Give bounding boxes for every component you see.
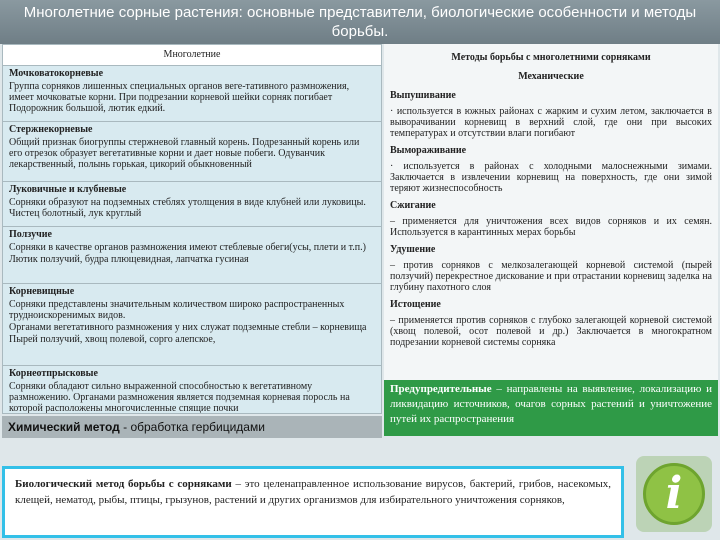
table-header: Многолетние [2,44,382,66]
info-glyph: i [643,463,705,525]
section-text: Органами вегетативного размножения у них служат подземные стебли – корневища [9,322,367,333]
section-heading: Луковичные и клубневые [9,184,127,195]
preventive-methods-box [384,380,718,436]
methods-title: Методы борьбы с многолетними сорняками [451,52,651,63]
chemical-method-bar [2,416,382,438]
page-title: Многолетние сорные растения: основные представители, биологические особенности и методы борьбы. [0,0,720,44]
method-text: · используется в южных районах с жарким и сухим летом, заключается в выворачивании корневищ в верхний слой, где они при высоких температурах и отсутствии влаги погибают [390,106,712,139]
method-heading: Выпушивание [390,90,456,101]
section-text: Сорняки в качестве органов размножения имеют стеблевые обеги(усы, плети и т.п.) [9,242,366,253]
method-text: · используется в районах с холодными малоснежными зимами. Заключается в извлечении корневищ на поверхность, где они зимой теряют жизнеспособность [390,161,712,194]
section-text: Сорняки обладают сильно выраженной способностью к вегетативному размножению. Органами размножения является подземная корневая поросль на которой расположены многочисленные спящие почки [9,381,350,414]
method-text: – применяется против сорняков с глубоко залегающей корневой системой (хвощ полевой, осот полевой и др.) Заключается в многократном подрезании корневой системы сорняка [390,315,712,348]
section-fibrous-root [2,66,382,122]
preventive-label: Предупредительные [390,383,492,395]
method-heading: Истощение [390,299,441,310]
method-heading: Вымораживание [390,145,467,156]
section-rhizome [2,284,382,366]
method-heading: Удушение [390,244,436,255]
section-text: Лютик ползучий, будра плющевидная, лапчатка гусиная [9,254,249,265]
biological-method-box [2,466,624,538]
biological-label: Биологический метод борьбы с сорняками [15,478,232,490]
section-bulbous [2,182,382,227]
section-taproot [2,122,382,182]
section-text: Сорняки представлены значительным количеством широко распространенных трудноискоренимых видов. [9,299,345,321]
section-text: Группа сорняков лишенных специальных органов веге-тативного размножения, имеет мочковатые корни. При подрезании корневой шейки сорняк погибает Подорожник большой, лютик едкий. [9,81,350,114]
perennial-types-table [2,44,382,414]
section-heading: Корневищные [9,286,75,297]
preventive-text: – направлены на выявление, локализацию и ликвидацию источников, очагов сорных растений и уничтожение путей их распространения [390,383,712,425]
method-text: – против сорняков с мелкозалегающей корневой системой (пырей ползучий) перекрестное дискование и при отрастании корневищ заделка на глубину пахотного слоя [390,260,712,293]
control-methods-panel [384,44,718,380]
section-creeping [2,227,382,284]
section-text: Пырей ползучий, хвощ полевой, сорго алепское, [9,334,216,345]
chemical-label: Химический метод [8,420,120,434]
section-text: Общий признак биогруппы стержневой главный корень. Подрезанный корень или его отрезок образует вегетативные корни и дает новые побеги. Одуванчик лекарственный, полынь горькая, цикорий обыкновенный [9,137,360,170]
section-text: Сорняки образуют на подземных стеблях утолщения в виде клубней или луковицы. Чистец болотный, лук круглый [9,197,366,219]
section-heading: Мочковатокорневые [9,68,104,79]
section-heading: Стержнекорневые [9,124,93,135]
biological-text: – это целенаправленное использование вирусов, бактерий, грибов, насекомых, клещей, нематод, рыбы, птицы, грызунов, растений и других организмов для избирательного уничтожения сорняков, [15,478,611,506]
section-root-sprouting [2,366,382,414]
section-heading: Ползучие [9,229,52,240]
method-heading: Сжигание [390,200,436,211]
methods-subtitle: Механические [518,71,584,82]
method-text: – применяется для уничтожения всех видов сорняков и их семян. Используется в карантинных мерах борьбы [390,216,712,238]
chemical-text: - обработка гербицидами [119,420,265,434]
info-icon [636,456,712,532]
section-heading: Корнеотпрысковые [9,368,98,379]
